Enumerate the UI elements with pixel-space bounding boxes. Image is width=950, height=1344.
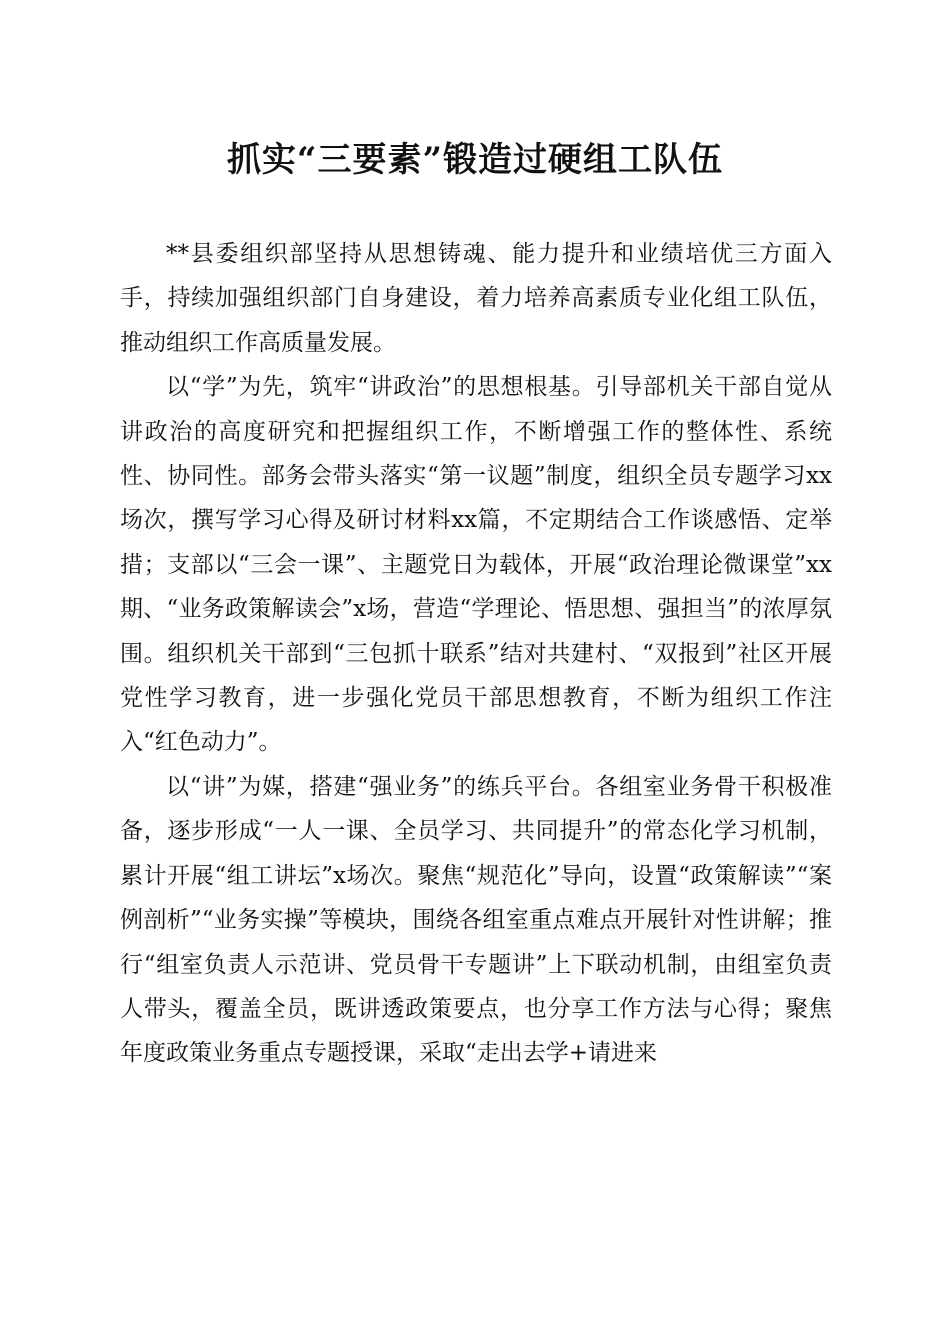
- paragraph-lecture: 以“讲”为媒，搭建“强业务”的练兵平台。各组室业务骨干积极准备，逐步形成“一人一课、全员学习、共同提升”的常态化学习机制，累计开展“组工讲坛”x场次。聚焦“规范化”导向，设置“政策解读”“案例剖析”“业务实操”等模块，围绕各组室重点难点开展针对性讲解；推行“组室负责人示范讲、党员骨干专题讲”上下联动机制，由组室负责人带头，覆盖全员，既讲透政策要点，也分享工作方法与心得；聚焦年度政策业务重点专题授课，采取“走出去学+请进来: [120, 773, 832, 1067]
- paragraph-study: 以“学”为先，筑牢“讲政治”的思想根基。引导部机关干部自觉从讲政治的高度研究和把握组织工作，不断增强工作的整体性、系统性、协同性。部务会带头落实“第一议题”制度，组织全员专题学习xx场次，撰写学习心得及研讨材料xx篇，不定期结合工作谈感悟、定举措；支部以“三会一课”、主题党日为载体，开展“政治理论微课堂”xx期、“业务政策解读会”x场，营造“学理论、悟思想、强担当”的浓厚氛围。组织机关干部到“三包抓十联系”结对共建村、“双报到”社区开展党性学习教育，进一步强化党员干部思想教育，不断为组织工作注入“红色动力”。: [120, 374, 832, 756]
- document-body: [120, 232, 832, 1076]
- paragraph-intro: **县委组织部坚持从思想铸魂、能力提升和业绩培优三方面入手，持续加强组织部门自身建设，着力培养高素质专业化组工队伍，推动组织工作高质量发展。: [120, 241, 832, 356]
- document-title: 抓实“三要素”锻造过硬组工队伍: [226, 140, 724, 180]
